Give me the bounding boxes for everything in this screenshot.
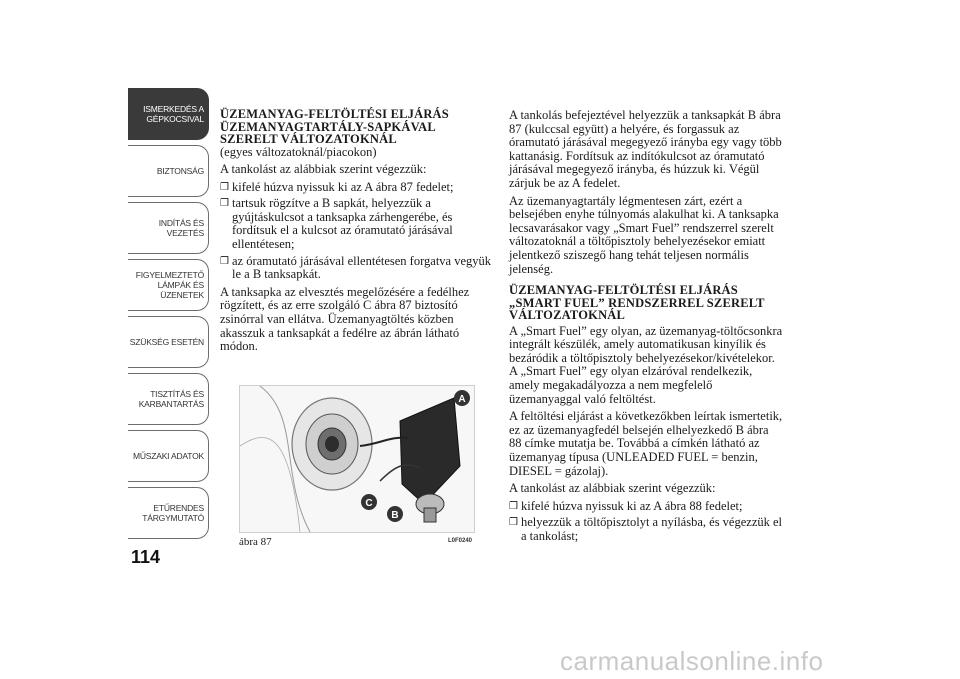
step-list xyxy=(220,181,495,282)
page-number: 114 xyxy=(131,547,161,567)
list-item: ❒ helyezzük a töltőpisztolyt a nyílásba, és végezzük el a tankolást; xyxy=(509,516,784,543)
figure-87 xyxy=(239,385,475,533)
intro-text: A tankolást az alábbiak szerint végezzük: xyxy=(220,162,427,177)
tab-ismerkedes[interactable]: ISMERKEDÉS A GÉPKOCSIVAL xyxy=(128,88,209,140)
tab-muszaki[interactable]: MŰSZAKI ADATOK xyxy=(128,430,209,482)
body-paragraph: Az üzemanyagtartály légmentesen zárt, ezért a belsejében enyhe túlnyomás alakulhat ki. A tanksapka lecsavarásakor vagy „Smart Fuel” rendszerrel szerelt változatoknál a töltőpisztoly behelyezésekor emiatt jelentkező sziszegő hang tehát teljesen normális jelenség. xyxy=(509,193,779,276)
step-list-2 xyxy=(509,500,784,544)
tab-tisztitas[interactable]: TISZTÍTÁS ÉS KARBANTARTÁS xyxy=(128,373,209,425)
list-item: ❒ tartsuk rögzítve a B sapkát, helyezzük a gyújtáskulcsot a tanksapka zárhengerébe, és fordítsuk el a kulcsot az óramutató járásával ellentétesen; xyxy=(220,197,495,251)
tab-figyelmezteto[interactable]: FIGYELMEZTETŐ LÁMPÁK ÉS ÜZENETEK xyxy=(128,259,209,311)
body-paragraph: A feltöltési eljárást a következőkben leírtak ismertetik, ez az üzemanyagfedél belsején elhelyezkedő B ábra 88 címke mutatja be. Továbbá a címkén látható az üzemanyag típusa (UNLEADED FUEL = benzin, DIESEL = gázolaj). xyxy=(509,409,783,478)
section-subheading: (egyes változatoknál/piacokon) xyxy=(220,144,377,159)
label-b: B xyxy=(391,510,399,521)
list-item: ❒ az óramutató járásával ellentétesen forgatva vegyük le a B tanksapkát. xyxy=(220,255,495,282)
body-paragraph: A tankolás befejeztével helyezzük a tanksapkát B ábra 87 (kulccsal együtt) a helyére, és forgassuk az óramutató járásával megegyező irányba egy vagy több kattanásig. Fordítsuk az indítókulcsot az óramutató járásával megegyező irányba, és húzzuk ki. Végül zárjuk be az A fedelet. xyxy=(509,108,782,190)
intro-text: A tankolást az alábbiak szerint végezzük: xyxy=(509,481,716,496)
tab-biztonsag[interactable]: BIZTONSÁG xyxy=(128,145,209,197)
figure-code: L0F0240 xyxy=(448,538,473,544)
label-a: A xyxy=(458,394,466,405)
tab-szukseg[interactable]: SZÜKSÉG ESETÉN xyxy=(128,316,209,368)
watermark: carmanualsonline.info xyxy=(560,646,824,676)
tab-targymutato[interactable]: ETŰRENDES TÁRGYMUTATÓ xyxy=(128,487,209,539)
tab-inditas[interactable]: INDÍTÁS ÉS VEZETÉS xyxy=(128,202,209,254)
list-item: ❒ kifelé húzva nyissuk ki az A ábra 88 fedelet; xyxy=(509,500,784,514)
left-column xyxy=(220,108,495,358)
right-column xyxy=(509,109,784,548)
section-heading: ÜZEMANYAG-FELTÖLTÉSI ELJÁRÁS ÜZEMANYAGTARTÁLY-SAPKÁVAL SZERELT VÁLTOZATOKNÁL xyxy=(220,107,449,146)
figure-caption: ábra 87 xyxy=(239,536,272,548)
label-c: C xyxy=(365,498,373,509)
body-paragraph: A „Smart Fuel” egy olyan, az üzemanyag-töltőcsonkra integrált készülék, amely automatikusan kinyílik és bezáródik a töltőpisztoly behelyezésekor/kivételekor. A „Smart Fuel” egy olyan elzáróval rendelkezik, amely megakadályozza a nem megfelelő üzemanyaggal való feltöltést. xyxy=(509,323,783,406)
list-item: ❒ kifelé húzva nyissuk ki az A ábra 87 fedelet; xyxy=(220,181,495,195)
body-paragraph: A tanksapka az elvesztés megelőzésére a fedélhez rögzített, és az erre szolgáló C ábra 87 biztosító zsinórral van ellátva. Üzemanyagtöltés közben akasszuk a tanksapkát a fedélre az ábrán látható módon. xyxy=(220,284,470,354)
fuel-flap-illustration xyxy=(240,386,474,532)
chapter-tabs xyxy=(128,88,211,543)
section-heading-2: ÜZEMANYAG-FELTÖLTÉSI ELJÁRÁS „SMART FUEL” RENDSZERREL SZERELT VÁLTOZATOKNÁL xyxy=(509,283,765,323)
